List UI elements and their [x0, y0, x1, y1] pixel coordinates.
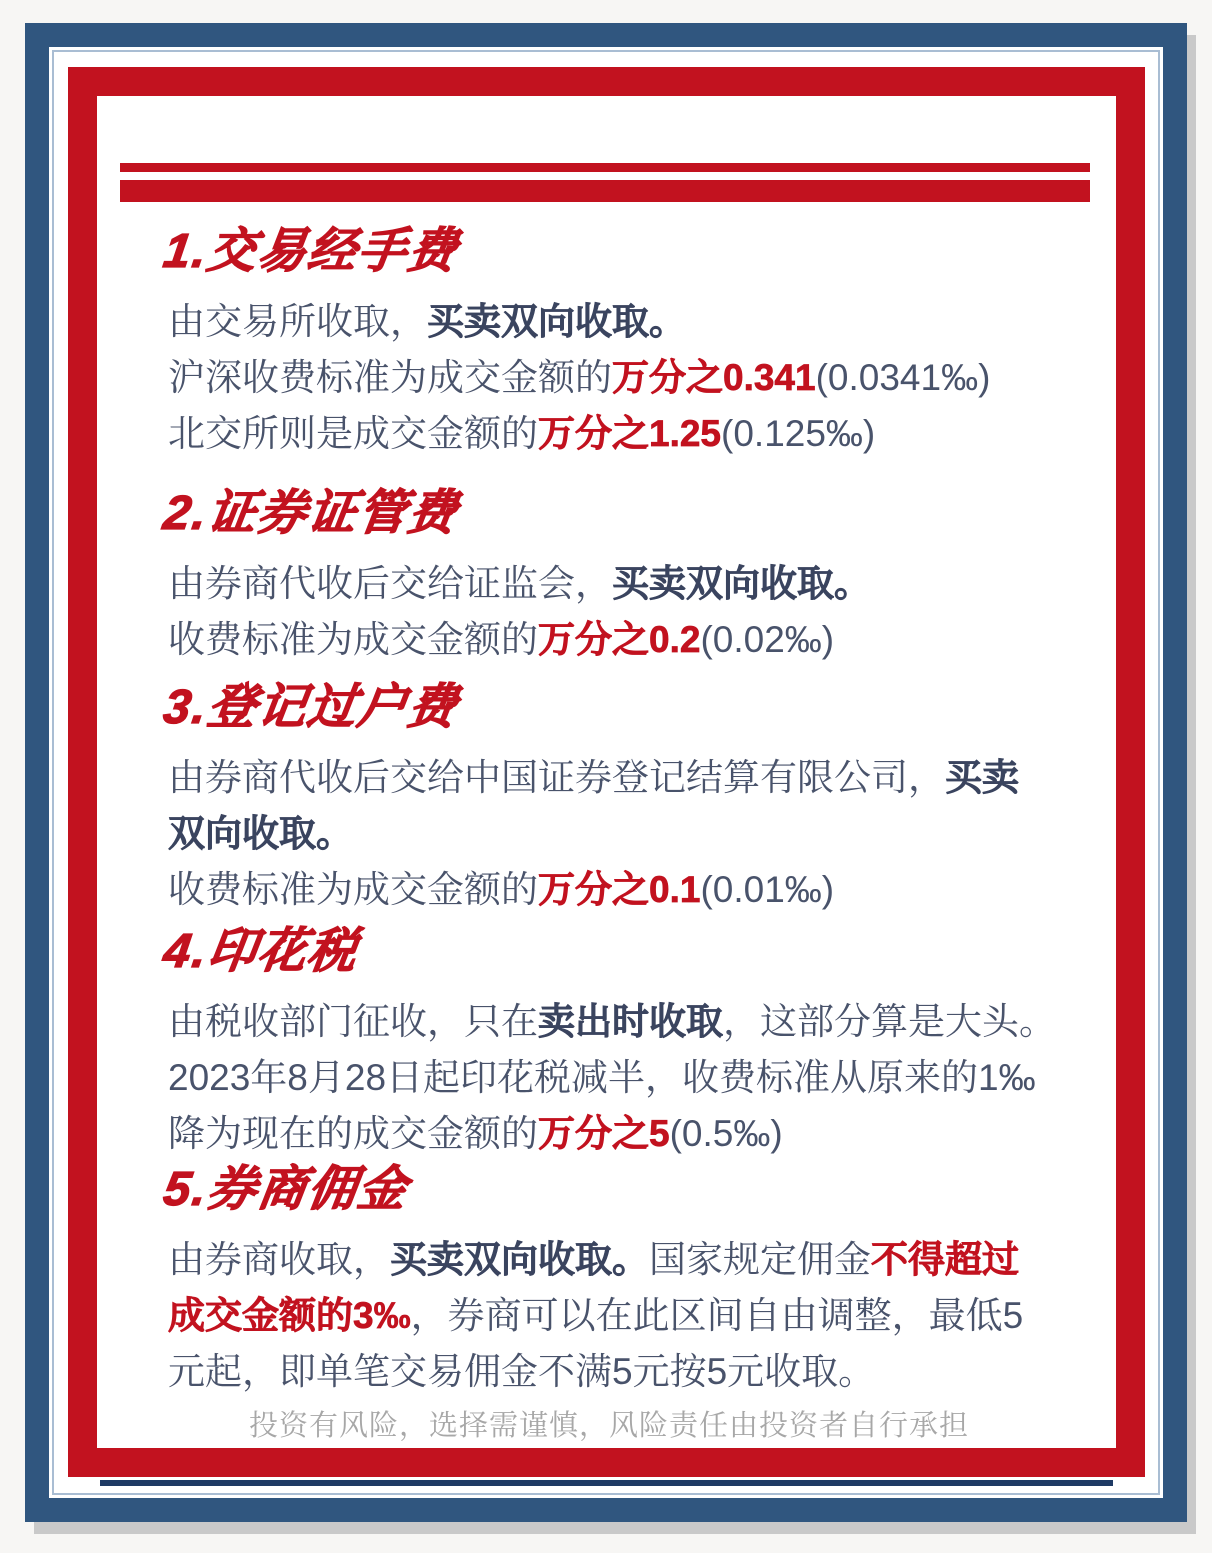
section-title [160, 680, 1098, 736]
text-segment: 收费标准为成交金额的 [168, 619, 538, 660]
section-title [160, 224, 1098, 280]
text-segment-bold: 买卖双向收取。 [390, 1239, 649, 1280]
section-paragraph [168, 994, 1098, 1050]
section-title-text: 2.证券证管费 [160, 487, 462, 540]
section-broker-commission [120, 1162, 1098, 1400]
section-paragraph [168, 406, 1098, 462]
text-segment: (0.02‰) [700, 619, 835, 660]
text-segment-red: 万分之0.1 [538, 869, 701, 910]
section-paragraph [168, 556, 1098, 612]
section-title-text: 3.登记过户费 [160, 681, 462, 734]
section-paragraph [168, 750, 1098, 806]
text-segment: 收费标准为成交金额的 [168, 869, 538, 910]
section-title-text: 1.交易经手费 [160, 225, 462, 278]
text-segment: 2023年8月28日起印花税减半，收费标准从原来的1‰ [168, 1057, 1036, 1098]
text-segment-red: 万分之1.25 [538, 413, 722, 454]
text-segment: 沪深收费标准为成交金额的 [168, 357, 612, 398]
text-segment: (0.5‰) [669, 1113, 783, 1154]
section-registration-transfer-fee [120, 680, 1098, 918]
section-title [160, 1162, 1098, 1218]
top-accent-bar-thin [120, 163, 1090, 172]
section-title [160, 486, 1098, 542]
inner-red-frame [68, 67, 1145, 1477]
text-segment-bold: 买卖双向收取。 [427, 301, 686, 342]
text-segment-bold: 买卖 [945, 757, 1019, 798]
text-segment-red: 万分之5 [538, 1113, 670, 1154]
bottom-accent-line [100, 1480, 1113, 1486]
text-segment: (0.125‰) [721, 413, 876, 454]
text-segment-red: 万分之0.2 [538, 619, 701, 660]
section-paragraph [168, 862, 1098, 918]
section-title-text: 5.券商佣金 [160, 1163, 412, 1216]
text-segment-bold: 双向收取。 [168, 813, 353, 854]
text-segment: ，这部分算是大头。 [723, 1001, 1056, 1042]
section-title-text: 4.印花税 [160, 925, 362, 978]
text-segment: 元起，即单笔交易佣金不满5元按5元收取。 [168, 1351, 876, 1392]
section-stamp-duty [120, 924, 1098, 1162]
section-title [160, 924, 1098, 980]
section-paragraph [168, 1050, 1098, 1106]
disclaimer-text: 投资有风险，选择需谨慎，风险责任由投资者自行承担 [248, 1410, 969, 1442]
section-paragraph [168, 1344, 1098, 1400]
text-segment: 由券商代收后交给中国证券登记结算有限公司， [168, 757, 945, 798]
section-paragraph [168, 1106, 1098, 1162]
text-segment: 北交所则是成交金额的 [168, 413, 538, 454]
section-paragraph [168, 1288, 1098, 1344]
section-paragraph [168, 612, 1098, 668]
text-segment: 由交易所收取， [168, 301, 427, 342]
content-area [97, 96, 1116, 1448]
section-securities-regulatory-fee [120, 486, 1098, 668]
section-paragraph [168, 1232, 1098, 1288]
text-segment: (0.0341‰) [815, 357, 991, 398]
section-trading-handling-fee [120, 224, 1098, 462]
text-segment: 国家规定佣金 [649, 1239, 871, 1280]
text-segment: 由券商代收后交给证监会， [168, 563, 612, 604]
section-paragraph [168, 806, 1098, 862]
pinstripe-border [52, 50, 1160, 1495]
text-segment-red: 成交金额的3‰ [168, 1295, 411, 1336]
top-accent-bar-thick [120, 180, 1090, 202]
section-paragraph [168, 294, 1098, 350]
outer-blue-frame [25, 23, 1187, 1522]
text-segment: (0.01‰) [700, 869, 835, 910]
text-segment-red: 万分之0.341 [612, 357, 816, 398]
section-paragraph [168, 350, 1098, 406]
text-segment: 由税收部门征收，只在 [168, 1001, 538, 1042]
text-segment-red: 不得超过 [871, 1239, 1019, 1280]
text-segment: ，券商可以在此区间自由调整，最低5 [410, 1295, 1024, 1336]
text-segment: 由券商收取， [168, 1239, 390, 1280]
text-segment-bold: 买卖双向收取。 [612, 563, 871, 604]
text-segment-bold: 卖出时收取 [538, 1001, 723, 1042]
text-segment: 降为现在的成交金额的 [168, 1113, 538, 1154]
